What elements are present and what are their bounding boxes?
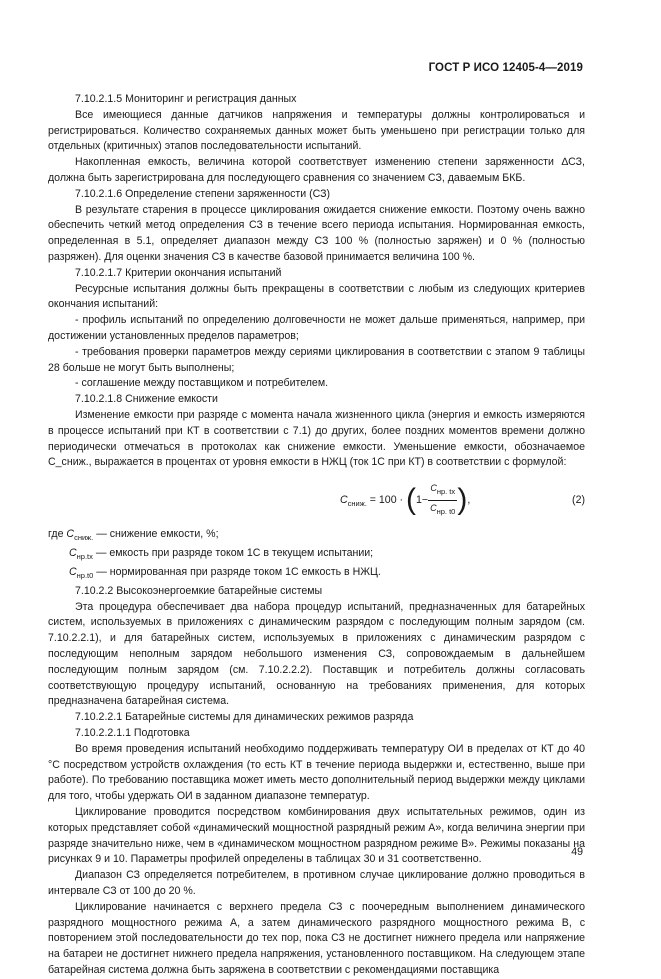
section-before-formula [48,92,585,471]
formula-lhs-sub: сниж. [347,499,367,509]
paragraph: Изменение емкости при разряде с момента начала жизненного цикла (энергия и емкость измеряются в процессе испытаний при КТ в соответствии с 7.1) до других, более поздних моментов времени должно периодически отмечаться в протоколах как снижение емкости. Уменьшение емкости, обозначаемое С_сниж., выражается в процентах от уровня емкости в НЖЦ (ток 1С при КТ) в соответствии с формулой: [48,408,585,469]
formula-number: (2) [572,494,585,507]
formula-tail: , [467,494,471,507]
section-heading: 7.10.2.1.6 Определение степени заряженности (СЗ) [75,187,331,200]
definition-item [48,565,585,584]
formula-capacity-reduction [340,481,470,519]
definition-text: — нормированная при разряде током 1С емкость в НЖЦ. [93,565,381,578]
formula-num-sub: нр. tx [436,486,456,496]
section-heading: 7.10.2.2.1.1 Подготовка [75,727,190,740]
formula-open-paren: ( [406,483,417,517]
document-body [48,92,585,979]
paragraph: Циклирование начинается с верхнего предела СЗ с поочередным выполнением динамического разрядного мощностного режима А, а затем динамического разрядного мощностного режима В, с повторением этой последовательности до тех пор, пока СЗ не достигнет нижнего предела или напряжение на батареи не достигнет нижнего предела напряжения, установленного поставщиком. На следующем этапе батарейная система должна быть заряжена в соответствии с рекомендациями поставщика [48,900,585,976]
section-heading: 7.10.2.1.5 Мониторинг и регистрация данных [75,93,297,105]
formula-lhs: С [340,494,348,507]
definition-symbol: С [66,528,75,541]
paragraph: - соглашение между поставщиком и потребителем. [75,377,329,390]
formula-den-sub: нр. t0 [436,506,456,516]
formula-fraction [428,481,457,519]
definition-item [48,527,585,546]
section-after-formula [48,584,585,979]
section-heading: 7.10.2.1.7 Критерии окончания испытаний [75,266,282,279]
paragraph: Эта процедура обеспечивает два набора процедур испытаний, предназначенных для батарейных систем, используемых в приложениях с динамическим разрядом с последующим полным зарядом (см. 7.10.2.2.1), и для батарейных систем, используемых в приложениях с динамическим разрядом с последующим неполным зарядом небольшого изменения СЗ, сопровождаемым в дальнейшем последующим полным зарядом (см. 7.10.2.2.2). Поставщик и потребитель должны согласовать соответствующую процедуру испытаний, основанную на требованиях применения, для которых предназначена батарейная система. [48,600,585,708]
formula-close-paren: ) [457,483,468,517]
section-heading: 7.10.2.2.1 Батарейные системы для динамических режимов разряда [75,711,414,724]
paragraph: Все имеющиеся данные датчиков напряжения и температуры должны контролироваться и регистрироваться. Количество сохраняемых данных может быть уменьшено при регистрации только для отдельных (критичных) этапов последовательности испытаний. [48,108,585,153]
definition-symbol-sub: нр.tx [76,552,93,562]
paragraph: В результате старения в процессе циклирования ожидается снижение емкости. Поэтому очень важно обеспечить четкий метод определения СЗ в течение всего периода испытания. Нормированная емкость, определенная в 5.1, определяет диапазон между СЗ 100 % (полностью заряжен) и 0 % (полностью разряжен). Для оценки значения СЗ в качестве базовой принимается величина 100 %. [48,203,585,263]
paragraph: Циклирование проводится посредством комбинирования двух испытательных режимов, один из которых представляет собой «динамический мощностной разрядный режим А», когда величина энергии при разряде значительно ниже, чем в «динамическом мощностном разрядном режиме В». Режимы показаны на рисунках 9 и 10. Параметры профилей определены в таблицах 30 и 31 соответственно. [48,806,585,866]
paragraph: - профиль испытаний по определению долговечности не может дальше применяться, например, при достижении установленных пределов параметров; [48,314,585,342]
paragraph: Диапазон СЗ определяется потребителем, в противном случае циклирование должно проводиться в интервале СЗ от 100 до 20 %. [48,869,585,897]
page-number: 49 [571,846,583,858]
formula-one-minus: 1− [416,494,429,507]
formula-eq: = 100 · [366,494,407,507]
formula-denominator [428,501,457,520]
definition-symbol: С [69,565,77,578]
definition-symbol-sub: нр.t0 [76,571,94,581]
formula-numerator [428,481,457,501]
formula-definitions [48,527,585,584]
formula-row [48,471,585,527]
definition-symbol: С [69,547,77,560]
definition-symbol-sub: сниж. [74,533,94,543]
section-heading: 7.10.2.1.8 Снижение емкости [75,393,218,406]
paragraph: - требования проверки параметров между сериями циклирования в соответствии с этапом 9 таблицы 28 больше не могут быть выполнены; [48,345,585,374]
formula-den-symbol: С [430,502,437,513]
paragraph: Накопленная емкость, величина которой соответствует изменению степени заряженности ∆СЗ, должна быть зарегистрирована для последующего сравнения со значением СЗ, даваемым БКБ. [48,156,585,184]
paragraph: Во время проведения испытаний необходимо поддерживать температуру ОИ в пределах от КТ до 40 °С посредством устройств охлаждения (то есть КТ в течение периода выдержки и, естественно, выше при работе). По требованию поставщика может иметь место дополнительный период выдержки между циклами для того, чтобы удержать ОИ в заданном диапазоне температур. [48,742,585,803]
formula-num-symbol: С [430,483,437,494]
definition-text: — снижение емкости, %; [93,528,219,541]
definition-item [48,546,585,565]
section-heading: 7.10.2.2 Высокоэнергоемкие батарейные системы [75,584,323,597]
paragraph: Ресурсные испытания должны быть прекращены в соответствии с любым из следующих критериев окончания испытаний: [48,282,585,311]
page-header-title: ГОСТ Р ИСО 12405-4—2019 [428,62,583,74]
definition-prefix: где [48,528,67,541]
definition-text: — емкость при разряде током 1С в текущем испытании; [92,547,374,560]
